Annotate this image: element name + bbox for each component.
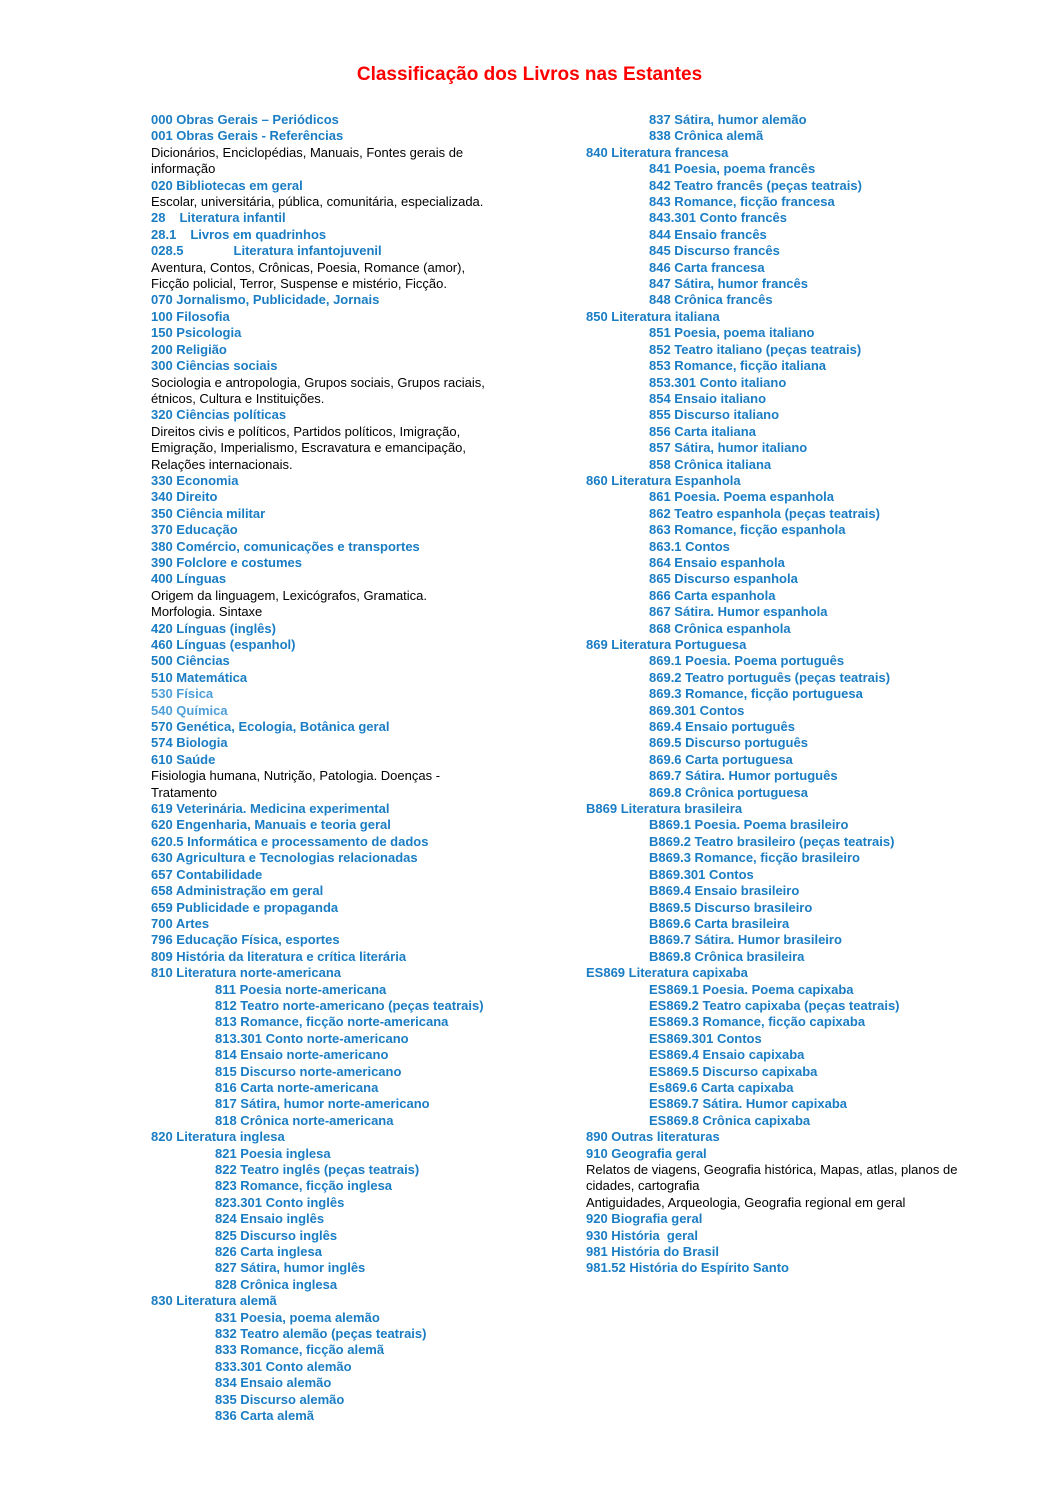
entry-826: 826 Carta inglesa bbox=[215, 1244, 322, 1260]
entry-867: 867 Sátira. Humor espanhola bbox=[649, 604, 828, 620]
entry-28-code: 28 bbox=[151, 210, 166, 226]
entry-869-301: 869.301 Contos bbox=[649, 702, 745, 718]
entry-850: 850 Literatura italiana bbox=[586, 308, 720, 324]
entry-837: 837 Sátira, humor alemão bbox=[649, 112, 807, 127]
entry-869-1: 869.1 Poesia. Poema português bbox=[649, 653, 845, 669]
description-300: Sociologia e antropologia, Grupos sociais, Grupos raciais, étnicos, Cultura e Instituições. bbox=[151, 374, 485, 406]
entry-851: 851 Poesia, poema italiano bbox=[649, 325, 815, 341]
entry-844: 844 Ensaio francês bbox=[649, 226, 767, 242]
entry-855: 855 Discurso italiano bbox=[649, 407, 780, 423]
entry-020: 020 Bibliotecas em geral bbox=[151, 177, 303, 193]
entry-657: 657 Contabilidade bbox=[151, 866, 263, 882]
entry-828: 828 Crônica inglesa bbox=[215, 1276, 338, 1292]
entry-832: 832 Teatro alemão (peças teatrais) bbox=[215, 1326, 427, 1342]
entry-820: 820 Literatura inglesa bbox=[151, 1129, 285, 1145]
entry-809: 809 História da literatura e crítica literária bbox=[151, 948, 407, 964]
entry-863-1: 863.1 Contos bbox=[649, 538, 730, 554]
entry-610: 610 Saúde bbox=[151, 751, 216, 767]
description-910: Relatos de viagens, Geografia histórica, Mapas, atlas, planos de cidades, cartografia bbox=[586, 1162, 958, 1194]
entry-500: 500 Ciências bbox=[151, 653, 230, 669]
entry-869: 869 Literatura Portuguesa bbox=[586, 637, 747, 652]
entry-822: 822 Teatro inglês (peças teatrais) bbox=[215, 1162, 420, 1177]
entry-848: 848 Crônica francês bbox=[649, 292, 773, 308]
entry-b869: B869 Literatura brasileira bbox=[586, 801, 743, 817]
entry-460: 460 Línguas (espanhol) bbox=[151, 637, 296, 652]
entry-658: 658 Administração em geral bbox=[151, 883, 324, 899]
entry-981: 981 História do Brasil bbox=[586, 1244, 719, 1260]
entry-823-301: 823.301 Conto inglês bbox=[215, 1194, 345, 1210]
entry-400: 400 Línguas bbox=[151, 571, 227, 587]
entry-890: 890 Outras literaturas bbox=[586, 1129, 720, 1145]
entry-869-5: 869.5 Discurso português bbox=[649, 735, 808, 751]
entry-b869-1: B869.1 Poesia. Poema brasileiro bbox=[649, 817, 849, 833]
entry-510: 510 Matemática bbox=[151, 669, 248, 685]
entry-630: 630 Agricultura e Tecnologias relacionadas bbox=[151, 850, 418, 866]
entry-340: 340 Direito bbox=[151, 489, 218, 505]
entry-838: 838 Crônica alemã bbox=[649, 128, 764, 144]
entry-842: 842 Teatro francês (peças teatrais) bbox=[649, 177, 862, 193]
entry-833: 833 Romance, ficção alemã bbox=[215, 1342, 385, 1358]
entry-866: 866 Carta espanhola bbox=[649, 587, 776, 603]
entry-001: 001 Obras Gerais - Referências bbox=[151, 128, 344, 144]
entry-28-1-code: 28.1 bbox=[151, 226, 177, 242]
entry-862: 862 Teatro espanhola (peças teatrais) bbox=[649, 505, 880, 521]
entry-619: 619 Veterinária. Medicina experimental bbox=[151, 801, 390, 817]
entry-853: 853 Romance, ficção italiana bbox=[649, 358, 827, 374]
entry-854: 854 Ensaio italiano bbox=[649, 390, 767, 406]
entry-b869-3: B869.3 Romance, ficção brasileiro bbox=[649, 850, 860, 866]
entry-865: 865 Discurso espanhola bbox=[649, 571, 798, 587]
entry-b869-6: B869.6 Carta brasileira bbox=[649, 915, 790, 931]
entry-028-5-label: Literatura infantojuvenil bbox=[233, 243, 382, 259]
entry-847: 847 Sátira, humor francês bbox=[649, 276, 808, 292]
entry-825: 825 Discurso inglês bbox=[215, 1227, 338, 1243]
entry-28-label: Literatura infantil bbox=[179, 210, 286, 226]
entry-es869-7: ES869.7 Sátira. Humor capixaba bbox=[649, 1096, 847, 1112]
entry-370: 370 Educação bbox=[151, 522, 238, 538]
entry-b869-4: B869.4 Ensaio brasileiro bbox=[649, 883, 800, 899]
entry-869-2: 869.2 Teatro português (peças teatrais) bbox=[649, 669, 891, 685]
entry-530: 530 Física bbox=[151, 686, 214, 702]
entry-es869-2: ES869.2 Teatro capixaba (peças teatrais) bbox=[649, 997, 900, 1013]
entry-831: 831 Poesia, poema alemão bbox=[215, 1309, 380, 1325]
entry-841: 841 Poesia, poema francês bbox=[649, 161, 816, 177]
entry-856: 856 Carta italiana bbox=[649, 423, 756, 439]
entry-930: 930 História geral bbox=[586, 1227, 698, 1243]
entry-es869-5: ES869.5 Discurso capixaba bbox=[649, 1063, 818, 1079]
entry-028-5 bbox=[151, 243, 551, 259]
entry-869-6: 869.6 Carta portuguesa bbox=[649, 751, 793, 767]
entry-869-4: 869.4 Ensaio português bbox=[649, 719, 795, 735]
entry-380: 380 Comércio, comunicações e transportes bbox=[151, 538, 420, 554]
entry-es869-3: ES869.3 Romance, ficção capixaba bbox=[649, 1014, 866, 1030]
entry-815: 815 Discurso norte-americano bbox=[215, 1063, 402, 1079]
entry-843-301: 843.301 Conto francês bbox=[649, 210, 788, 226]
entry-821: 821 Poesia inglesa bbox=[215, 1145, 331, 1161]
entry-es869-301: ES869.301 Contos bbox=[649, 1030, 762, 1046]
page-title: Classificação dos Livros nas Estantes bbox=[356, 64, 703, 85]
entry-570: 570 Genética, Ecologia, Botânica geral bbox=[151, 719, 390, 735]
entry-700: 700 Artes bbox=[151, 915, 210, 931]
description-610: Fisiologia humana, Nutrição, Patologia. Doenças - Tratamento bbox=[151, 768, 441, 800]
entry-320: 320 Ciências políticas bbox=[151, 407, 287, 423]
entry-910: 910 Geografia geral bbox=[586, 1145, 707, 1161]
entry-869-7: 869.7 Sátira. Humor português bbox=[649, 768, 838, 784]
entry-818: 818 Crônica norte-americana bbox=[215, 1112, 394, 1128]
entry-620-5: 620.5 Informática e processamento de dados bbox=[151, 833, 429, 849]
entry-390: 390 Folclore e costumes bbox=[151, 554, 303, 570]
entry-es869-8: ES869.8 Crônica capixaba bbox=[649, 1112, 811, 1128]
entry-620: 620 Engenharia, Manuais e teoria geral bbox=[151, 817, 391, 833]
entry-812: 812 Teatro norte-americano (peças teatrais) bbox=[215, 997, 484, 1013]
entry-es869-1: ES869.1 Poesia. Poema capixaba bbox=[649, 981, 854, 997]
entry-845: 845 Discurso francês bbox=[649, 243, 780, 259]
entry-861: 861 Poesia. Poema espanhola bbox=[649, 489, 834, 505]
entry-es869-6: Es869.6 Carta capixaba bbox=[649, 1079, 794, 1095]
entry-823: 823 Romance, ficção inglesa bbox=[215, 1178, 393, 1194]
entry-869-3: 869.3 Romance, ficção portuguesa bbox=[649, 686, 863, 702]
entry-817: 817 Sátira, humor norte-americano bbox=[215, 1096, 430, 1112]
entry-853-301: 853.301 Conto italiano bbox=[649, 374, 787, 390]
entry-b869-2: B869.2 Teatro brasileiro (peças teatrais) bbox=[649, 833, 895, 849]
entry-846: 846 Carta francesa bbox=[649, 259, 765, 275]
description-320: Direitos civis e políticos, Partidos políticos, Imigração, Emigração, Imperialismo, Escravatura e emancipação, Relações internacionais. bbox=[151, 423, 467, 472]
entry-835: 835 Discurso alemão bbox=[215, 1391, 345, 1407]
entry-es869: ES869 Literatura capixaba bbox=[586, 965, 748, 981]
entry-659: 659 Publicidade e propaganda bbox=[151, 899, 339, 915]
entry-811: 811 Poesia norte-americana bbox=[215, 981, 387, 997]
entry-28-1 bbox=[151, 227, 551, 243]
entry-540: 540 Química bbox=[151, 702, 228, 718]
entry-100: 100 Filosofia bbox=[151, 308, 230, 324]
entry-836: 836 Carta alemã bbox=[215, 1408, 315, 1424]
entry-860: 860 Literatura Espanhola bbox=[586, 472, 741, 488]
entry-b869-5: B869.5 Discurso brasileiro bbox=[649, 899, 813, 915]
entry-796: 796 Educação Física, esportes bbox=[151, 932, 340, 948]
entry-868: 868 Crônica espanhola bbox=[649, 620, 791, 636]
entry-843: 843 Romance, ficção francesa bbox=[649, 194, 835, 210]
entry-28 bbox=[151, 210, 551, 226]
entry-824: 824 Ensaio inglês bbox=[215, 1211, 325, 1227]
entry-28-1-label: Livros em quadrinhos bbox=[190, 226, 327, 242]
description-910-b: Antiguidades, Arqueologia, Geografia regional em geral bbox=[586, 1194, 906, 1210]
entry-150: 150 Psicologia bbox=[151, 325, 242, 341]
entry-981-52: 981.52 História do Espírito Santo bbox=[586, 1260, 789, 1276]
entry-863: 863 Romance, ficção espanhola bbox=[649, 522, 846, 538]
entry-b869-301: B869.301 Contos bbox=[649, 866, 754, 882]
entry-200: 200 Religião bbox=[151, 341, 227, 357]
entry-827: 827 Sátira, humor inglês bbox=[215, 1260, 366, 1276]
entry-330: 330 Economia bbox=[151, 472, 239, 488]
entry-833-301: 833.301 Conto alemão bbox=[215, 1358, 352, 1374]
entry-574: 574 Biologia bbox=[151, 735, 228, 751]
entry-b869-7: B869.7 Sátira. Humor brasileiro bbox=[649, 932, 842, 948]
left-column bbox=[151, 112, 551, 1425]
entry-813-301: 813.301 Conto norte-americano bbox=[215, 1030, 409, 1046]
entry-816: 816 Carta norte-americana bbox=[215, 1079, 379, 1095]
entry-b869-8: B869.8 Crônica brasileira bbox=[649, 948, 805, 964]
right-column bbox=[586, 112, 966, 1277]
entry-300: 300 Ciências sociais bbox=[151, 358, 278, 374]
entry-028-5-code: 028.5 bbox=[151, 243, 184, 259]
entry-000: 000 Obras Gerais – Periódicos bbox=[151, 112, 339, 127]
entry-070: 070 Jornalismo, Publicidade, Jornais bbox=[151, 292, 380, 308]
entry-814: 814 Ensaio norte-americano bbox=[215, 1047, 389, 1063]
description-400: Origem da linguagem, Lexicógrafos, Gramatica. Morfologia. Sintaxe bbox=[151, 587, 428, 620]
entry-350: 350 Ciência militar bbox=[151, 505, 266, 521]
entry-920: 920 Biografia geral bbox=[586, 1211, 703, 1227]
entry-830: 830 Literatura alemã bbox=[151, 1293, 277, 1309]
entry-813: 813 Romance, ficção norte-americana bbox=[215, 1014, 449, 1030]
description-028-5: Aventura, Contos, Crônicas, Poesia, Romance (amor), Ficção policial, Terror, Suspense e mistério, Ficção. bbox=[151, 259, 466, 292]
entry-857: 857 Sátira, humor italiano bbox=[649, 440, 808, 456]
entry-858: 858 Crônica italiana bbox=[649, 456, 772, 472]
entry-869-8: 869.8 Crônica portuguesa bbox=[649, 784, 808, 800]
entry-852: 852 Teatro italiano (peças teatrais) bbox=[649, 341, 862, 357]
entry-834: 834 Ensaio alemão bbox=[215, 1375, 332, 1391]
description-020: Escolar, universitária, pública, comunitária, especializada. bbox=[151, 194, 484, 210]
entry-864: 864 Ensaio espanhola bbox=[649, 554, 785, 570]
entry-es869-4: ES869.4 Ensaio capixaba bbox=[649, 1047, 805, 1063]
description-001: Dicionários, Enciclopédias, Manuais, Fontes gerais de informação bbox=[151, 144, 464, 177]
entry-810: 810 Literatura norte-americana bbox=[151, 965, 342, 981]
entry-840: 840 Literatura francesa bbox=[586, 144, 729, 160]
entry-420: 420 Línguas (inglês) bbox=[151, 620, 276, 636]
